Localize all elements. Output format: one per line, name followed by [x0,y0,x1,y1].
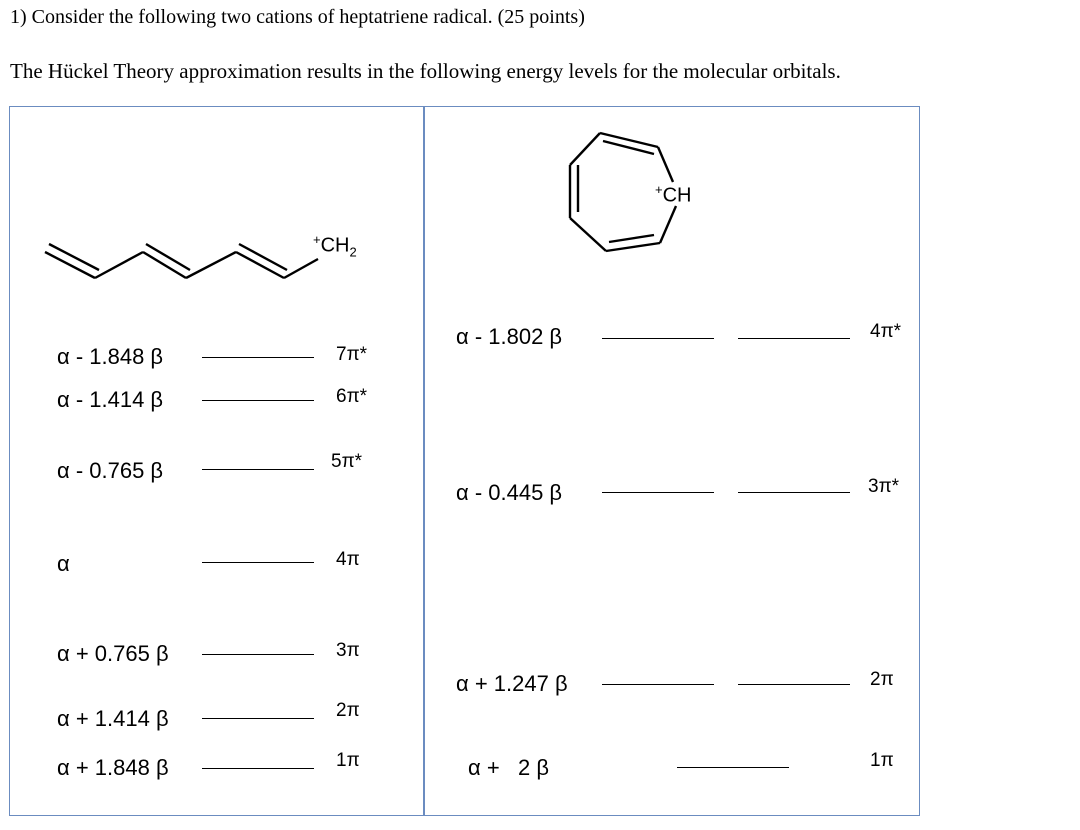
linear-energy-label: α - 0.765 β [57,458,164,483]
cyclic-group: CH [662,184,692,207]
linear-orbital-label: 3π [336,640,360,661]
linear-level-line [202,357,314,358]
cyclic-level-line [738,684,850,685]
cyclic-orbital-label: 3π* [868,476,900,497]
cyclic-energy-label: α - 1.802 β [456,324,563,349]
linear-orbital-label: 5π* [331,451,363,472]
linear-orbital-label: 4π [336,549,360,570]
linear-cation-label [313,232,357,260]
linear-orbital-label: 1π [336,750,360,771]
linear-level-line [202,768,314,769]
cyclic-orbital-label: 4π* [870,321,902,342]
cyclic-level-line [738,492,850,493]
cyclic-energy-label: α + 2 β [468,755,550,780]
linear-energy-label: α [57,551,70,576]
linear-level-line [202,654,314,655]
cyclic-charge: + [655,182,663,197]
cyclic-energy-label: α + 1.247 β [456,671,568,696]
linear-orbital-label: 2π [336,700,360,721]
linear-orbital-label: 7π* [336,344,368,365]
linear-level-line [202,469,314,470]
cyclic-cation-label [655,182,691,208]
cyclic-orbital-label: 2π [870,669,894,690]
linear-energy-label: α + 1.848 β [57,755,169,780]
cyclic-level-line [602,492,714,493]
question-title: 1) Consider the following two cations of heptatriene radical. (25 points) [10,6,585,28]
linear-level-line [202,718,314,719]
cyclic-level-line [738,338,850,339]
linear-group: CH [320,234,350,257]
linear-energy-label: α + 0.765 β [57,641,169,666]
linear-level-line [202,400,314,401]
linear-level-line [202,562,314,563]
cyclic-level-line [677,767,789,768]
cyclic-orbital-label: 1π [870,750,894,771]
cyclic-level-line [602,684,714,685]
linear-charge: + [313,232,321,247]
linear-energy-label: α - 1.848 β [57,344,164,369]
intro-text: The Hückel Theory approximation results in the following energy levels for the molecular orbitals. [10,59,841,83]
linear-molecule-structure [45,244,318,278]
cyclic-energy-label: α - 0.445 β [456,480,563,505]
cyclic-level-line [602,338,714,339]
linear-energy-label: α + 1.414 β [57,706,169,731]
linear-energy-label: α - 1.414 β [57,387,164,412]
linear-orbital-label: 6π* [336,386,368,407]
linear-subscript: 2 [349,244,357,260]
